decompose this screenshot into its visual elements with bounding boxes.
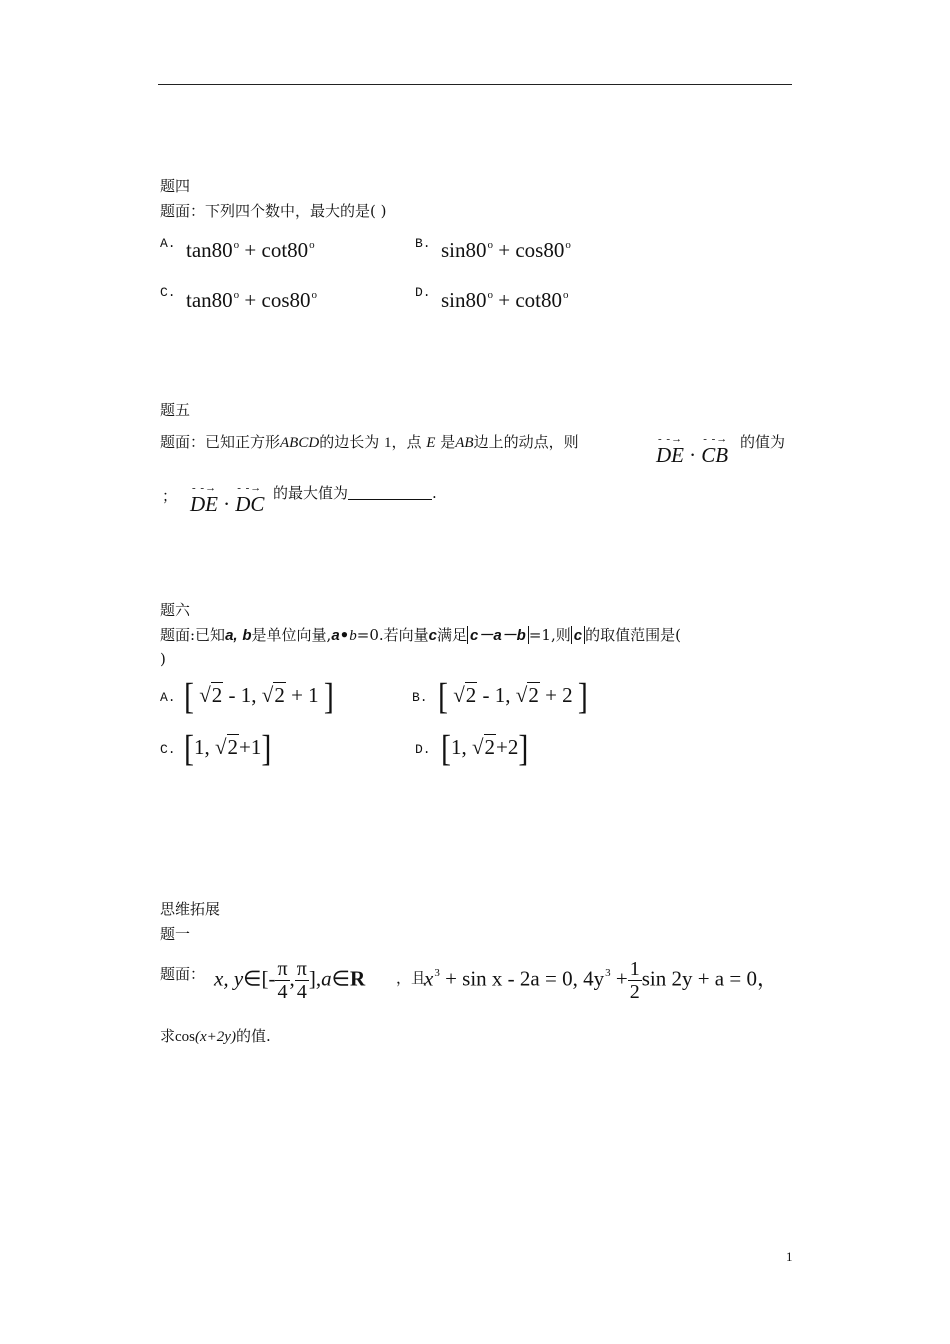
stem-text: 求 <box>160 1027 176 1045</box>
option-label: B. <box>412 690 428 705</box>
var-b: b <box>242 627 252 644</box>
radicand: 2 <box>465 683 477 707</box>
var-a: a <box>321 966 332 991</box>
func: cot <box>515 288 542 312</box>
stem-text: 的边长为 <box>319 433 380 451</box>
stem-text: 是 <box>440 433 456 451</box>
vector-name: CB <box>701 443 729 467</box>
stem-text: ，点 <box>391 433 422 451</box>
exponent: 3 <box>434 967 440 980</box>
dot-operator: · <box>689 443 697 467</box>
var-a: a, <box>225 627 238 644</box>
option-d-six-label <box>415 738 431 757</box>
dot-operator: • <box>339 626 350 644</box>
close-bracket: ], <box>308 966 322 991</box>
extension-heading: 思维拓展 <box>160 900 221 918</box>
fraction-half <box>628 958 642 1003</box>
option-a-six-label <box>160 686 176 705</box>
var-ab: AB <box>455 435 474 451</box>
extension-stem-label: 题面： <box>160 965 206 983</box>
option-a-six-expr <box>184 675 334 717</box>
vector-cb <box>701 433 729 468</box>
semicolon: ； <box>162 487 178 505</box>
stem-text: 题面：已知正方形 <box>160 433 281 451</box>
page-number: 1 <box>786 1249 793 1264</box>
operator: - 1, <box>228 683 257 707</box>
option-label: D. <box>415 285 431 300</box>
func: cos <box>261 288 290 312</box>
plus: + <box>244 238 257 262</box>
arrow-icon: - -→ <box>237 482 263 494</box>
left-bracket: [ <box>438 675 448 717</box>
stem-text: 满足 <box>436 626 467 644</box>
vector-product-2 <box>190 482 265 517</box>
degree: o <box>487 239 494 251</box>
lower-bound: 1, <box>194 735 210 759</box>
sqrt: √2 <box>199 683 223 707</box>
option-c-six-expr <box>184 727 272 769</box>
var-b: b <box>349 628 357 644</box>
vector-name: DE <box>190 492 218 516</box>
operator: + 2 <box>545 683 573 707</box>
vector-name: DE <box>656 443 684 467</box>
numerator: π <box>296 958 307 980</box>
left-bracket: [ <box>441 727 451 769</box>
operator: +2 <box>496 735 519 759</box>
left-bracket: [ <box>184 675 194 717</box>
option-b-four-expr <box>441 238 571 263</box>
numerator: 1 <box>629 958 640 980</box>
equation-text: + sin x - 2a = 0, 4y <box>445 966 605 991</box>
lower-bound: 1, <box>451 735 467 759</box>
degree: o <box>487 289 494 301</box>
stem-text: 是单位向量, <box>251 626 332 644</box>
angle: 80 <box>465 288 487 312</box>
var-c: c <box>573 627 583 644</box>
operator: + 1 <box>291 683 319 707</box>
degree: o <box>563 289 569 301</box>
qie-text: ，且 <box>396 969 427 987</box>
option-label: A. <box>160 690 176 705</box>
stem-text: 题面:已知 <box>160 626 226 644</box>
func: tan <box>186 238 212 262</box>
sqrt: √2 <box>453 683 477 707</box>
extension-question <box>160 1026 271 1047</box>
right-bracket: ] <box>577 675 588 717</box>
period: . <box>432 484 437 502</box>
option-c-four-expr <box>186 288 317 313</box>
plus: + <box>498 238 511 262</box>
plus: + <box>498 288 511 312</box>
arrow-icon: - -→ <box>192 482 218 494</box>
operator: - 1, <box>482 683 511 707</box>
close-paren: ) <box>160 650 166 668</box>
abs-content: c－a－b <box>470 627 526 644</box>
stem-text: =1,则 <box>528 626 571 644</box>
number-one: 1 <box>383 435 392 451</box>
right-bracket: ] <box>323 675 334 717</box>
option-b-six-expr <box>438 675 588 717</box>
extension-title: 题一 <box>160 925 191 943</box>
option-b-four <box>415 232 431 251</box>
radicand: 2 <box>484 735 496 759</box>
argument: (x+2y) <box>195 1029 236 1045</box>
option-label: C. <box>160 285 176 300</box>
option-a-four <box>160 232 176 251</box>
stem-text: 边上的动点，则 <box>473 433 579 451</box>
comma: ， <box>756 966 778 991</box>
var-abcd: ABCD <box>280 435 320 451</box>
angle: 80 <box>287 238 309 262</box>
degree: o <box>233 289 240 301</box>
dot-operator: · <box>223 492 231 516</box>
vector-name: DC <box>235 492 265 516</box>
func: sin <box>441 288 466 312</box>
numerator: π <box>277 958 288 980</box>
option-a-four-expr <box>186 238 315 263</box>
vector-dc <box>235 482 265 517</box>
plus: + <box>244 288 257 312</box>
option-d-four <box>415 281 431 300</box>
arrow-icon: - -→ <box>703 433 729 445</box>
vector-de <box>656 433 684 468</box>
denominator: 4 <box>296 981 307 1003</box>
angle: 80 <box>211 238 233 262</box>
angle: 80 <box>211 288 233 312</box>
degree: o <box>311 289 317 301</box>
sqrt: √2 <box>215 735 239 759</box>
vector-de <box>190 482 218 517</box>
var-c: c <box>428 627 437 644</box>
func: cot <box>261 238 288 262</box>
operator: ∈ <box>331 966 350 991</box>
abs-c <box>571 626 585 644</box>
sqrt: √2 <box>261 683 285 707</box>
var-xy: x, y <box>214 966 244 991</box>
radicand: 2 <box>528 683 539 707</box>
fraction-pi-4 <box>295 958 309 1003</box>
arrow-icon: - -→ <box>658 433 684 445</box>
section-six-stem <box>160 625 681 646</box>
var-e: E <box>426 435 436 451</box>
option-d-six-expr <box>441 727 529 769</box>
value-is-text: 的值为 <box>740 433 786 451</box>
section-five-title: 题五 <box>160 401 191 419</box>
func: tan <box>186 288 212 312</box>
stem-text: =0.若向量 <box>356 626 429 644</box>
stem-text: 的取值范围是( <box>585 626 681 644</box>
section-four-title: 题四 <box>160 177 191 195</box>
radicand: 2 <box>227 735 239 759</box>
sqrt: √2 <box>515 683 539 707</box>
option-label: C. <box>160 742 176 757</box>
extension-equations <box>424 958 778 1003</box>
section-four-stem: 题面：下列四个数中，最大的是( ) <box>160 202 387 220</box>
stem-text: 的最大值为 <box>273 484 349 502</box>
right-bracket: ] <box>261 727 272 769</box>
plus: + <box>615 966 628 991</box>
exponent: 3 <box>605 967 611 980</box>
abs-expression <box>467 626 529 644</box>
header-rule <box>158 84 792 85</box>
degree: o <box>309 239 315 251</box>
angle: 80 <box>289 288 311 312</box>
func: cos <box>515 238 544 262</box>
extension-condition <box>214 958 365 1003</box>
option-label: A. <box>160 236 176 251</box>
option-label: B. <box>415 236 431 251</box>
var-x: x <box>424 966 434 991</box>
option-c-six-label <box>160 738 176 757</box>
denominator: 2 <box>629 981 640 1003</box>
sqrt: √2 <box>472 735 496 759</box>
stem-text: 的值. <box>235 1027 271 1045</box>
func: sin <box>441 238 466 262</box>
radicand: 2 <box>274 683 285 707</box>
operator: ∈[- <box>243 966 276 991</box>
degree: o <box>233 239 240 251</box>
fraction-pi-4 <box>275 958 289 1003</box>
max-value-text <box>273 483 437 503</box>
left-bracket: [ <box>184 727 194 769</box>
option-label: D. <box>415 742 431 757</box>
comma: , <box>289 966 295 991</box>
section-six-title: 题六 <box>160 601 191 619</box>
denominator: 4 <box>277 981 288 1003</box>
vector-product-1 <box>656 433 729 468</box>
operator: +1 <box>239 735 262 759</box>
option-c-four <box>160 281 176 300</box>
answer-blank[interactable] <box>348 485 432 500</box>
degree: o <box>565 239 571 251</box>
equation-text: sin 2y + a = 0 <box>641 966 757 991</box>
option-d-four-expr <box>441 288 569 313</box>
section-five-stem <box>160 432 579 453</box>
radicand: 2 <box>211 683 223 707</box>
option-b-six-label <box>412 686 428 705</box>
right-bracket: ] <box>518 727 529 769</box>
angle: 80 <box>541 288 563 312</box>
angle: 80 <box>465 238 487 262</box>
real-set: R <box>349 966 366 991</box>
func-cos: cos <box>175 1029 196 1045</box>
var-a: a <box>331 627 340 644</box>
angle: 80 <box>543 238 565 262</box>
